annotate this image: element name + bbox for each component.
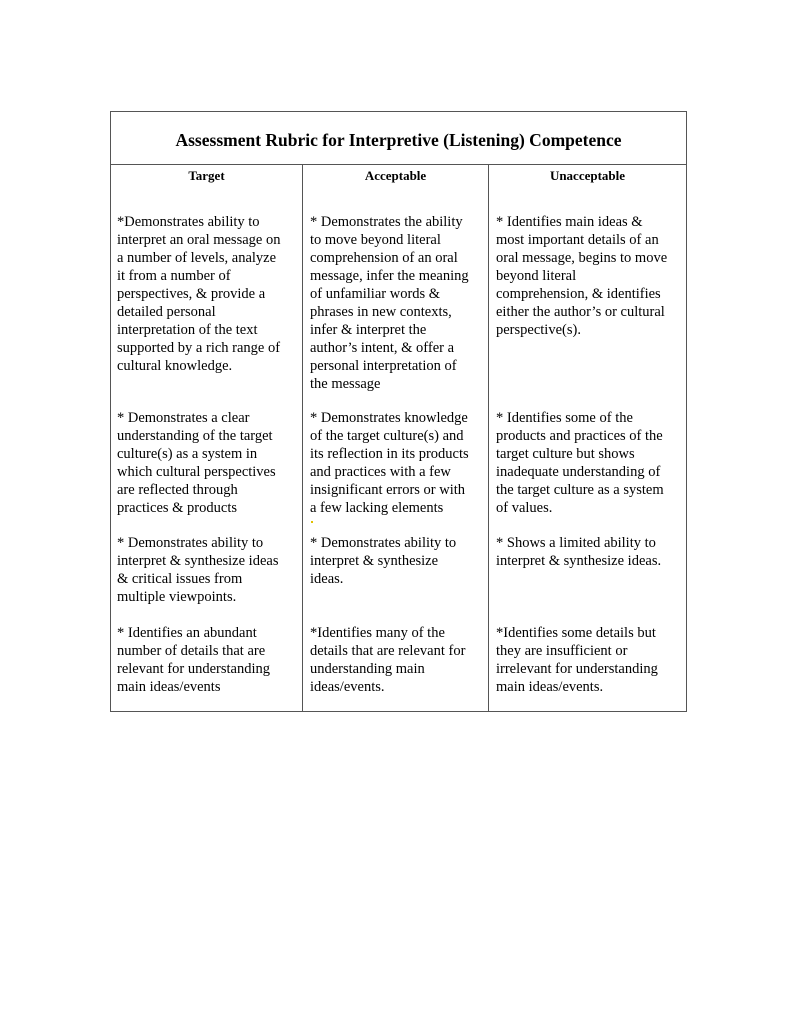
title-row: [111, 112, 686, 165]
column-header-acceptable: Acceptable: [364, 168, 427, 183]
cell-acceptable-1: * Demonstrates the ability to move beyond literal comprehension of an oral message, infer the meaning of unfamiliar words & phrases in new contexts, infer & interpret the author’s intent, & offer a personal interpretation of the message: [310, 214, 469, 392]
stray-mark: [311, 521, 313, 523]
cell-acceptable-2: * Demonstrates knowledge of the target culture(s) and its reflection in its products and practices with a few insignificant errors or with a few lacking elements: [310, 410, 469, 516]
cell-acceptable-3: * Demonstrates ability to interpret & synthesize ideas.: [310, 535, 457, 587]
cell-unacceptable-2: * Identifies some of the products and practices of the target culture but shows inadequate understanding of the target culture as a system of values.: [496, 410, 664, 516]
cell-acceptable-4: *Identifies many of the details that are relevant for understanding main ideas/events.: [310, 625, 466, 695]
cell-target-4: * Identifies an abundant number of details that are relevant for understanding main ideas/events: [117, 625, 271, 695]
cell-unacceptable-3: * Shows a limited ability to interpret & synthesize ideas.: [496, 535, 662, 569]
column-divider: [302, 165, 303, 711]
cell-unacceptable-1: * Identifies main ideas & most important details of an oral message, begins to move beyond literal comprehension, & identifies either the author’s or cultural perspective(s).: [496, 214, 668, 338]
rubric-title: Assessment Rubric for Interpretive (Listening) Competence: [175, 130, 622, 150]
column-header-target: Target: [188, 168, 225, 183]
cell-target-1: *Demonstrates ability to interpret an oral message on a number of levels, analyze it from a number of perspectives, & provide a detailed personal interpretation of the text supported by a rich range of cultural knowledge.: [117, 214, 281, 374]
cell-target-3: * Demonstrates ability to interpret & synthesize ideas & critical issues from multiple viewpoints.: [117, 535, 279, 605]
rubric-table: [110, 111, 687, 712]
cell-target-2: * Demonstrates a clear understanding of the target culture(s) as a system in which cultural perspectives are reflected through practices & products: [117, 410, 276, 516]
column-divider: [488, 165, 489, 711]
column-header-unacceptable: Unacceptable: [549, 168, 626, 183]
cell-unacceptable-4: *Identifies some details but they are insufficient or irrelevant for understanding main ideas/events.: [496, 625, 658, 695]
